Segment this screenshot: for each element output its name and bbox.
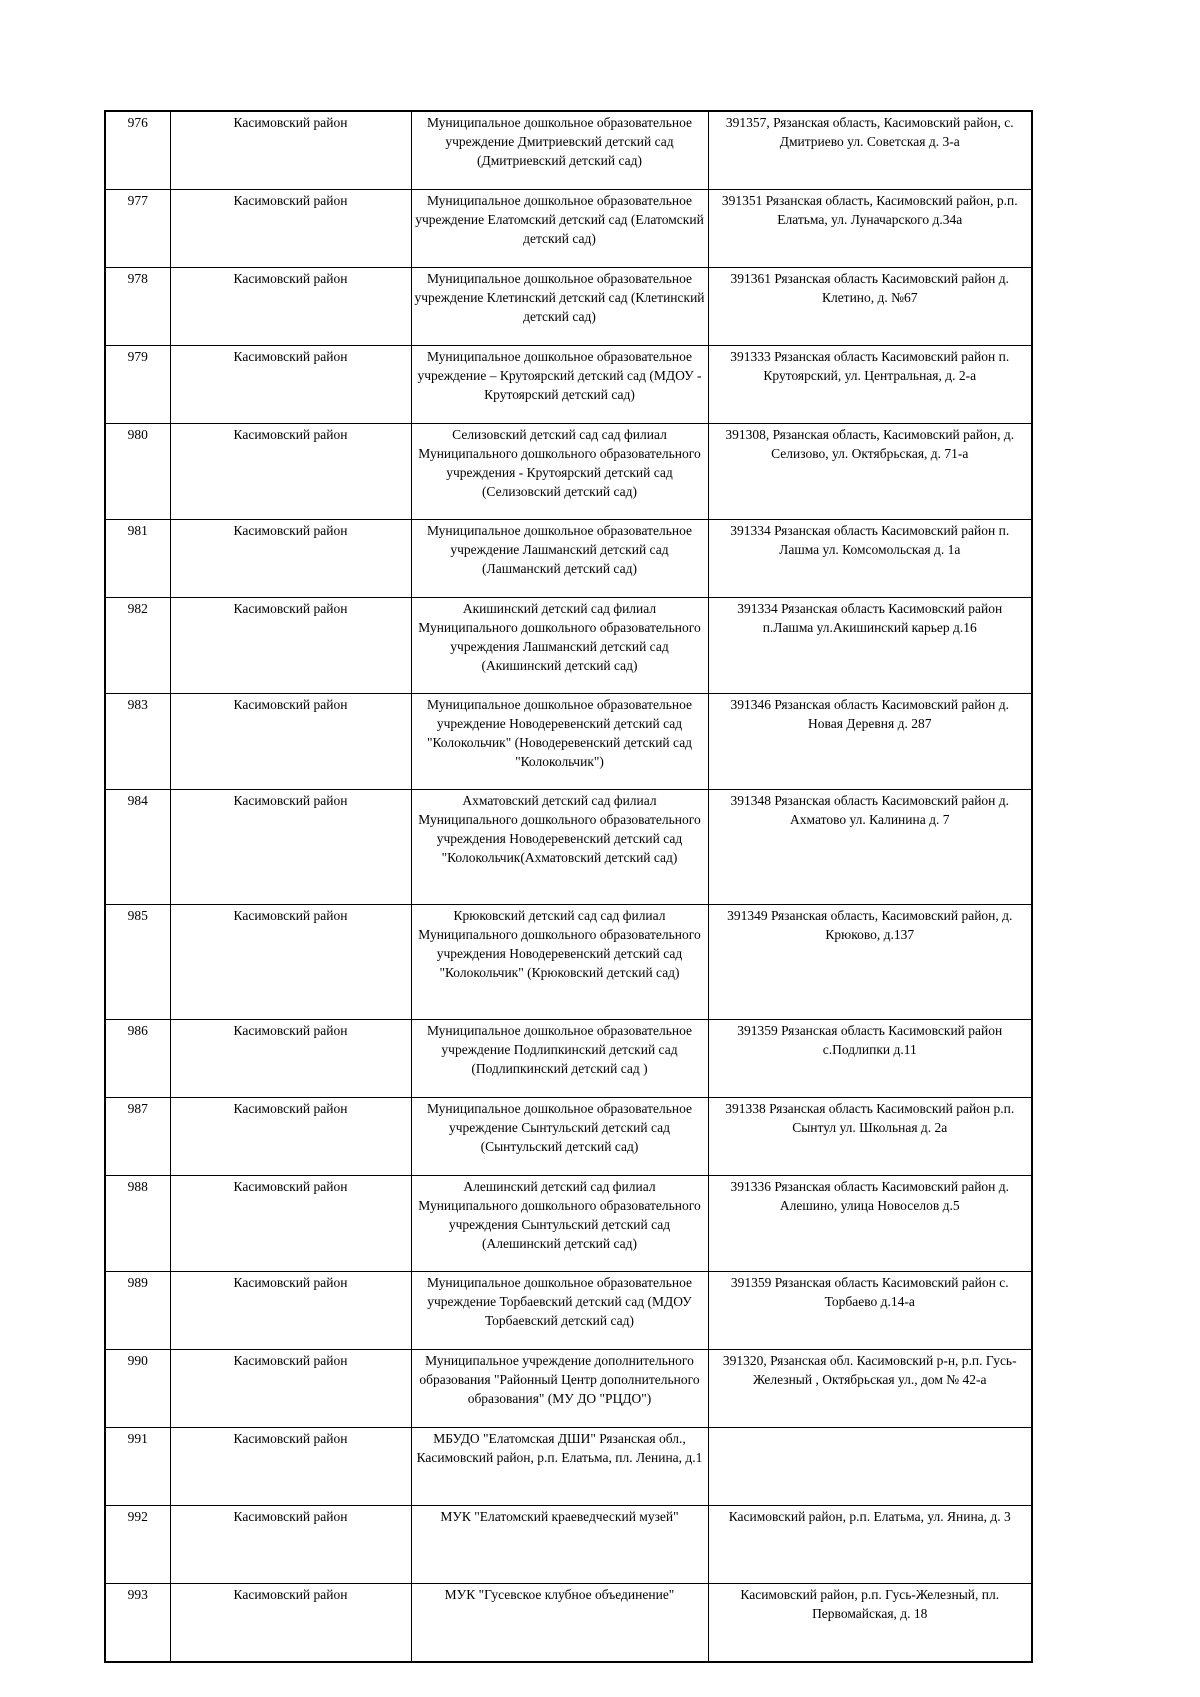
organization-cell: Муниципальное дошкольное образовательное учреждение Лашманский детский сад (Лашманский детский сад) [411, 520, 708, 598]
district-cell: Касимовский район [170, 1428, 411, 1506]
row-number: 988 [105, 1176, 170, 1272]
address-cell: 391308, Рязанская область, Касимовский район, д. Селизово, ул. Октябрьская, д. 71-а [708, 424, 1032, 520]
district-cell: Касимовский район [170, 790, 411, 905]
address-cell: 391334 Рязанская область Касимовский район п.Лашма ул.Акишинский карьер д.16 [708, 598, 1032, 694]
row-number: 976 [105, 111, 170, 190]
table-row [105, 1506, 1032, 1584]
organization-cell: МУК "Елатомский краеведческий музей" [411, 1506, 708, 1584]
address-cell: 391359 Рязанская область Касимовский район с. Торбаево д.14-а [708, 1272, 1032, 1350]
organization-cell: Муниципальное дошкольное образовательное учреждение Новодеревенский детский сад "Колокольчик" (Новодеревенский детский сад "Колокольчик") [411, 694, 708, 790]
row-number: 992 [105, 1506, 170, 1584]
address-cell: Касимовский район, р.п. Елатьма, ул. Янина, д. 3 [708, 1506, 1032, 1584]
organization-cell: Крюковский детский сад сад филиал Муниципального дошкольного образовательного учреждения Новодеревенский детский сад "Колокольчик" (Крюковский детский сад) [411, 905, 708, 1020]
district-cell: Касимовский район [170, 1584, 411, 1663]
row-number: 986 [105, 1020, 170, 1098]
district-cell: Касимовский район [170, 268, 411, 346]
row-number: 990 [105, 1350, 170, 1428]
address-cell: 391334 Рязанская область Касимовский район п. Лашма ул. Комсомольская д. 1а [708, 520, 1032, 598]
row-number: 981 [105, 520, 170, 598]
row-number: 980 [105, 424, 170, 520]
address-cell [708, 1428, 1032, 1506]
address-cell: 391320, Рязанская обл. Касимовский р-н, р.п. Гусь-Железный , Октябрьская ул., дом № 42-а [708, 1350, 1032, 1428]
organization-cell: Муниципальное дошкольное образовательное учреждение – Крутоярский детский сад (МДОУ - Крутоярский детский сад) [411, 346, 708, 424]
district-cell: Касимовский район [170, 520, 411, 598]
row-number: 987 [105, 1098, 170, 1176]
address-cell: 391338 Рязанская область Касимовский район р.п. Сынтул ул. Школьная д. 2а [708, 1098, 1032, 1176]
table-row [105, 1098, 1032, 1176]
table-row [105, 1350, 1032, 1428]
table-row [105, 694, 1032, 790]
table-row [105, 905, 1032, 1020]
district-cell: Касимовский район [170, 1272, 411, 1350]
district-cell: Касимовский район [170, 190, 411, 268]
row-number: 982 [105, 598, 170, 694]
organization-cell: МБУДО "Елатомская ДШИ" Рязанская обл., Касимовский район, р.п. Елатьма, пл. Ленина, д.1 [411, 1428, 708, 1506]
row-number: 991 [105, 1428, 170, 1506]
address-cell: 391357, Рязанская область, Касимовский район, с. Дмитриево ул. Советская д. 3-а [708, 111, 1032, 190]
organization-cell: Муниципальное дошкольное образовательное учреждение Дмитриевский детский сад (Дмитриевский детский сад) [411, 111, 708, 190]
address-cell: 391348 Рязанская область Касимовский район д. Ахматово ул. Калинина д. 7 [708, 790, 1032, 905]
table-row [105, 1584, 1032, 1663]
organization-cell: Акишинский детский сад филиал Муниципального дошкольного образовательного учреждения Лашманский детский сад (Акишинский детский сад) [411, 598, 708, 694]
row-number: 985 [105, 905, 170, 1020]
table-row [105, 1176, 1032, 1272]
row-number: 984 [105, 790, 170, 905]
row-number: 978 [105, 268, 170, 346]
district-cell: Касимовский район [170, 1506, 411, 1584]
address-cell: 391333 Рязанская область Касимовский район п. Крутоярский, ул. Центральная, д. 2-а [708, 346, 1032, 424]
district-cell: Касимовский район [170, 346, 411, 424]
district-cell: Касимовский район [170, 111, 411, 190]
organization-cell: Муниципальное дошкольное образовательное учреждение Сынтульский детский сад (Сынтульский детский сад) [411, 1098, 708, 1176]
row-number: 977 [105, 190, 170, 268]
organization-cell: Муниципальное дошкольное образовательное учреждение Клетинский детский сад (Клетинский детский сад) [411, 268, 708, 346]
table-row [105, 111, 1032, 190]
district-cell: Касимовский район [170, 598, 411, 694]
address-cell: 391361 Рязанская область Касимовский район д. Клетино, д. №67 [708, 268, 1032, 346]
organization-cell: МУК "Гусевское клубное объединение" [411, 1584, 708, 1663]
address-cell: 391349 Рязанская область, Касимовский район, д. Крюково, д.137 [708, 905, 1032, 1020]
address-cell: 391351 Рязанская область, Касимовский район, р.п. Елатьма, ул. Луначарского д.34а [708, 190, 1032, 268]
district-cell: Касимовский район [170, 1176, 411, 1272]
table-row [105, 346, 1032, 424]
table-row [105, 598, 1032, 694]
district-cell: Касимовский район [170, 694, 411, 790]
table-row [105, 520, 1032, 598]
table-row [105, 1428, 1032, 1506]
organization-cell: Селизовский детский сад сад филиал Муниципального дошкольного образовательного учреждения - Крутоярский детский сад (Селизовский детский сад) [411, 424, 708, 520]
district-cell: Касимовский район [170, 1020, 411, 1098]
table-row [105, 1020, 1032, 1098]
district-cell: Касимовский район [170, 1098, 411, 1176]
organization-cell: Муниципальное дошкольное образовательное учреждение Подлипкинский детский сад (Подлипкинский детский сад ) [411, 1020, 708, 1098]
address-cell: 391346 Рязанская область Касимовский район д. Новая Деревня д. 287 [708, 694, 1032, 790]
table-row [105, 268, 1032, 346]
district-cell: Касимовский район [170, 1350, 411, 1428]
row-number: 989 [105, 1272, 170, 1350]
district-cell: Касимовский район [170, 424, 411, 520]
table-row [105, 790, 1032, 905]
district-cell: Касимовский район [170, 905, 411, 1020]
row-number: 979 [105, 346, 170, 424]
organization-cell: Муниципальное дошкольное образовательное учреждение Торбаевский детский сад (МДОУ Торбаевский детский сад) [411, 1272, 708, 1350]
table-row [105, 424, 1032, 520]
registry-table [104, 110, 1033, 1663]
row-number: 993 [105, 1584, 170, 1663]
address-cell: Касимовский район, р.п. Гусь-Железный, пл. Первомайская, д. 18 [708, 1584, 1032, 1663]
organization-cell: Муниципальное дошкольное образовательное учреждение Елатомский детский сад (Елатомский детский сад) [411, 190, 708, 268]
address-cell: 391336 Рязанская область Касимовский район д. Алешино, улица Новоселов д.5 [708, 1176, 1032, 1272]
address-cell: 391359 Рязанская область Касимовский район с.Подлипки д.11 [708, 1020, 1032, 1098]
table-row [105, 190, 1032, 268]
organization-cell: Ахматовский детский сад филиал Муниципального дошкольного образовательного учреждения Новодеревенский детский сад "Колокольчик(Ахматовский детский сад) [411, 790, 708, 905]
row-number: 983 [105, 694, 170, 790]
organization-cell: Алешинский детский сад филиал Муниципального дошкольного образовательного учреждения Сынтульский детский сад (Алешинский детский сад) [411, 1176, 708, 1272]
table-row [105, 1272, 1032, 1350]
organization-cell: Муниципальное учреждение дополнительного образования "Районный Центр дополнительного образования" (МУ ДО "РЦДО") [411, 1350, 708, 1428]
